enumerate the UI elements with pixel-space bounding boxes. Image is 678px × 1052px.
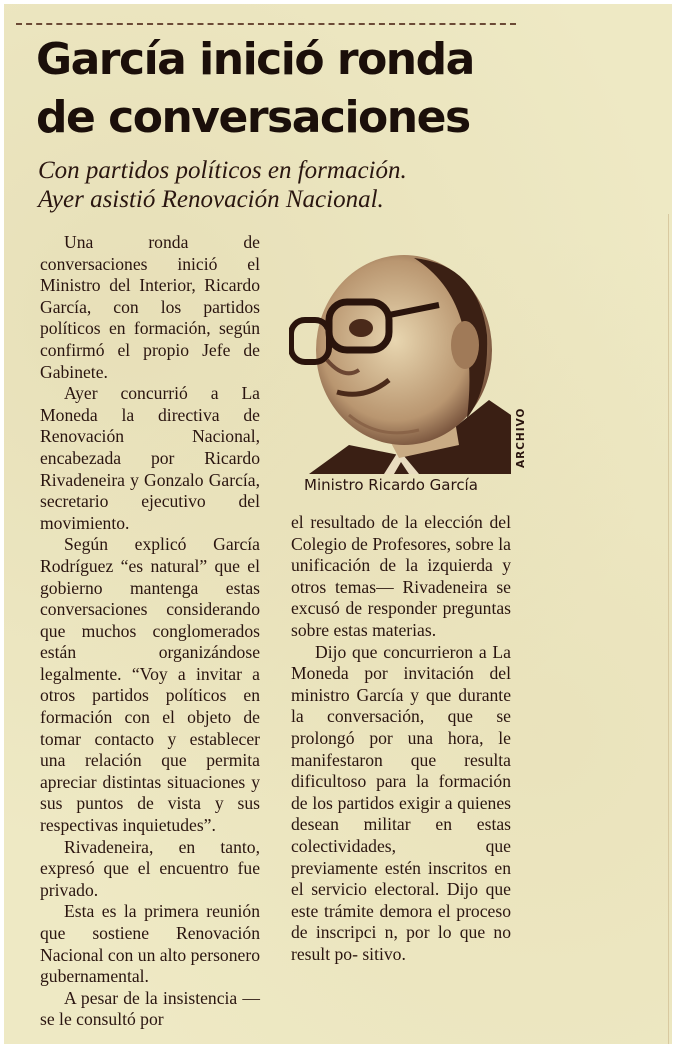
portrait-illustration: [289, 240, 514, 474]
subhead-line-2: Ayer asistió Renovación Nacional.: [38, 186, 384, 213]
paragraph: el resultado de la elección del Colegio de Profesores, sobre la unificación de la izquierda y otros temas— Rivadeneira se excusó de responder preguntas sobre estas materias.: [291, 512, 511, 640]
article-column-2: [291, 512, 511, 965]
paragraph: Según explicó García Rodríguez “es natural” que el gobierno mantenga estas conversaciones considerando que muchos conglomerados están organizándose legalmente. “Voy a invitar a otros partidos políticos en formación con el objeto de tomar contacto y establecer una relación que permita apreciar distintas situaciones y sus puntos de vista y sus respectivas inquietudes”.: [40, 534, 260, 836]
subheadline: [38, 156, 558, 214]
photo-credit: ARCHIVO: [515, 407, 527, 469]
portrait-photo: [289, 240, 514, 474]
headline-line-2: de conversaciones: [36, 92, 470, 143]
top-rule: [16, 23, 516, 25]
paragraph: A pesar de la insistencia —se le consultó por: [40, 987, 260, 1030]
paragraph: Una ronda de conversaciones inició el Ministro del Interior, Ricardo García, con los partidos políticos en formación, según confirmó el propio Jefe de Gabinete.: [40, 232, 260, 382]
newspaper-clipping: [4, 4, 672, 1044]
photo-caption: Ministro Ricardo García: [304, 476, 478, 494]
subhead-line-1: Con partidos políticos en formación.: [38, 157, 407, 184]
clipping-edge: [668, 214, 669, 1044]
paragraph: Rivadeneira, en tanto, expresó que el encuentro fue privado.: [40, 836, 260, 900]
paragraph: Dijo que concurrieron a La Moneda por invitación del ministro García y que durante la conversación, que se prolongó por una hora, le manifestaron que resulta dificultoso para la formación de los partidos exigir a quienes desean militar en estas colectividades, que previamente estén inscritos en el servicio electoral. Dijo que este trámite demora el proceso de inscripci n, por lo que no result po- sitivo.: [291, 641, 511, 964]
paragraph: Esta es la primera reunión que sostiene Renovación Nacional con un alto personero gubernamental.: [40, 901, 260, 987]
article-column-1: [40, 232, 260, 1031]
paragraph: Ayer concurrió a La Moneda la directiva de Renovación Nacional, encabezada por Ricardo Rivadeneira y Gonzalo García, secretario ejecutivo del movimiento.: [40, 383, 260, 533]
headline-line-1: García inició ronda: [36, 34, 474, 85]
headline: [36, 31, 556, 147]
